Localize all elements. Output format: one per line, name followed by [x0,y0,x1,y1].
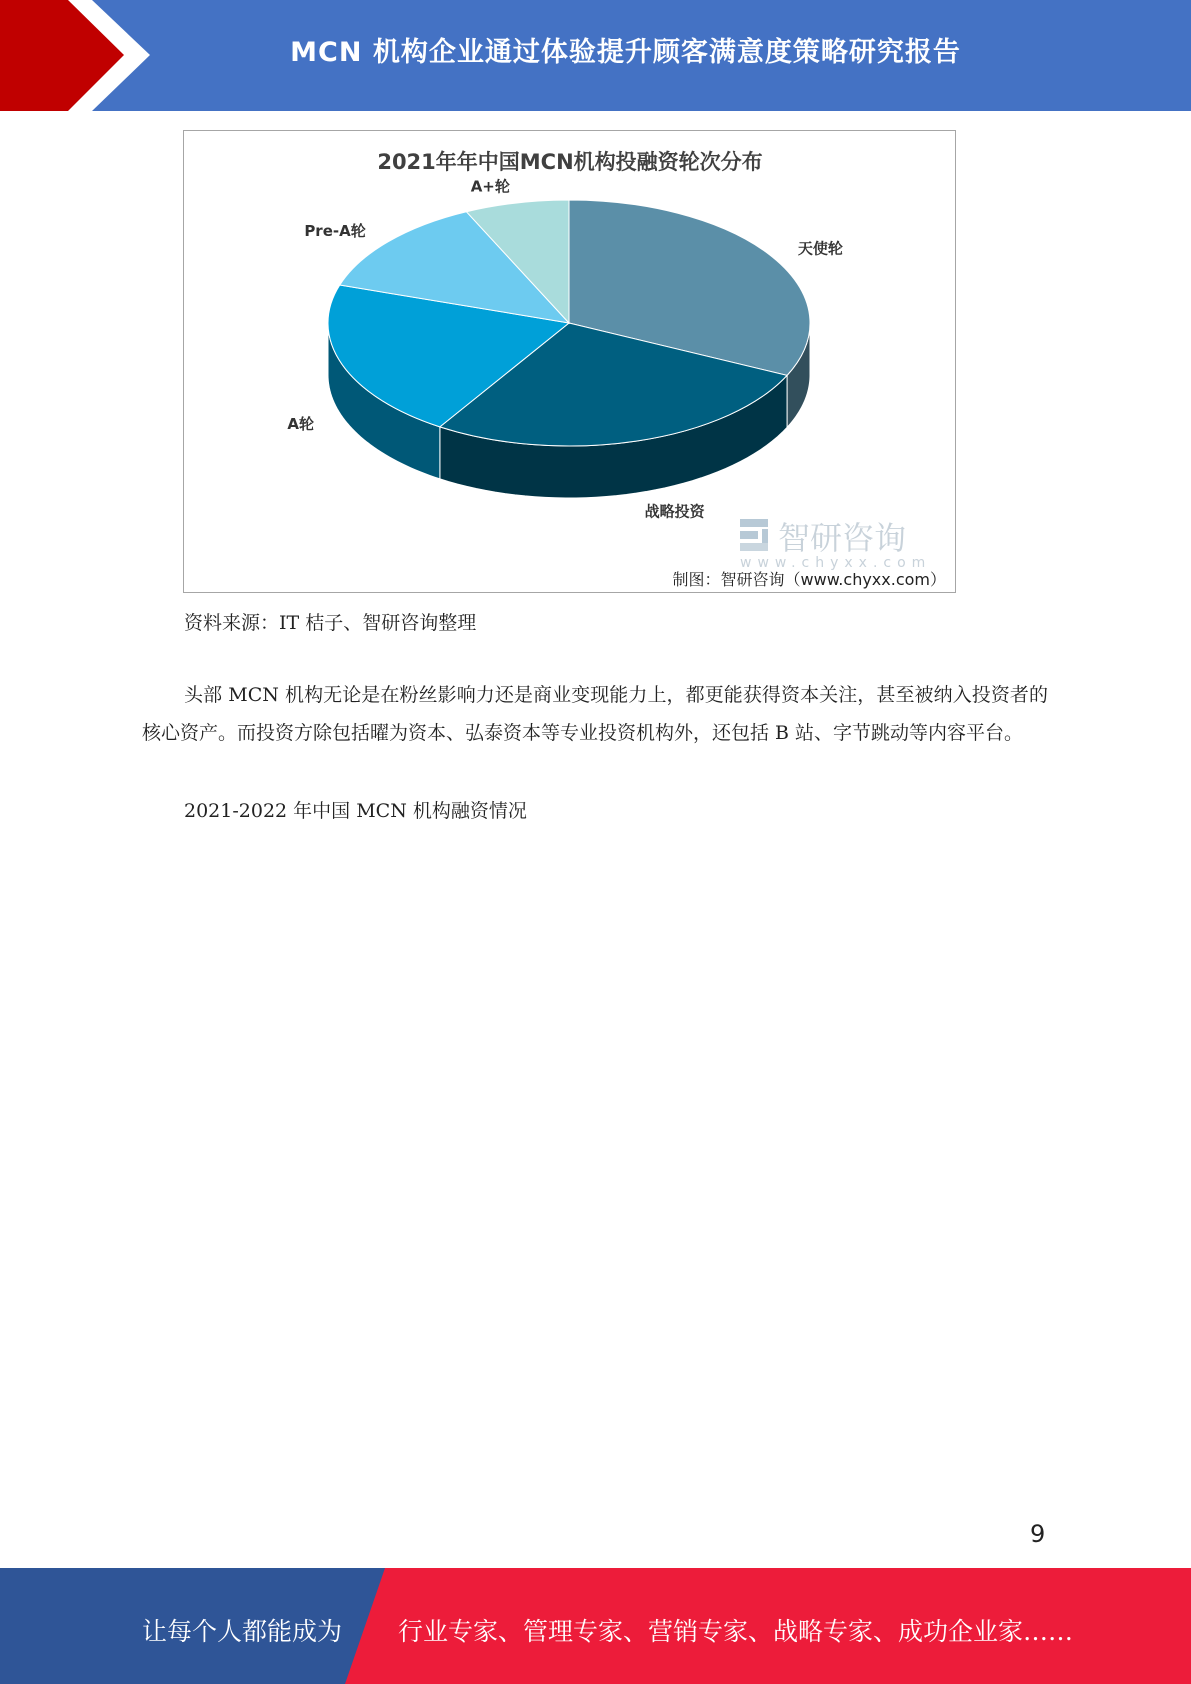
page-header [0,0,1191,111]
footer-slogan-right: 行业专家、管理专家、营销专家、战略专家、成功企业家…… [398,1617,1074,1646]
page-number: 9 [1030,1520,1046,1548]
chart-figure [183,130,956,593]
footer-slogan-left: 让每个人都能成为 [142,1617,343,1646]
pie-label-0: 天使轮 [797,239,843,258]
pie-label-1: 战略投资 [644,502,705,521]
pie-label-2: A轮 [287,414,315,433]
section-subtitle: 2021-2022 年中国 MCN 机构融资情况 [184,800,527,822]
source-caption: 资料来源：IT 桔子、智研咨询整理 [184,612,477,634]
chart-title: 2021年年中国MCN机构投融资轮次分布 [377,150,763,174]
watermark-url: www.chyxx.com [740,555,932,571]
body-paragraph: 头部 MCN 机构无论是在粉丝影响力还是商业变现能力上，都更能获得资本关注，甚至被纳入投资者的核心资产。而投资方除包括曜为资本、弘泰资本等专业投资机构外，还包括 B 站、字节跳动等内容平台。 [142,684,1048,744]
pie-chart [184,131,955,592]
chart-credit: 制图：智研咨询（www.chyxx.com） [672,570,946,589]
pie-label-4: A+轮 [470,177,510,196]
pie-label-3: Pre-A轮 [304,221,366,240]
watermark-logo [740,519,768,551]
watermark-name: 智研咨询 [778,519,907,557]
page-footer [0,1568,1191,1684]
report-title: MCN 机构企业通过体验提升顾客满意度策略研究报告 [290,37,961,68]
